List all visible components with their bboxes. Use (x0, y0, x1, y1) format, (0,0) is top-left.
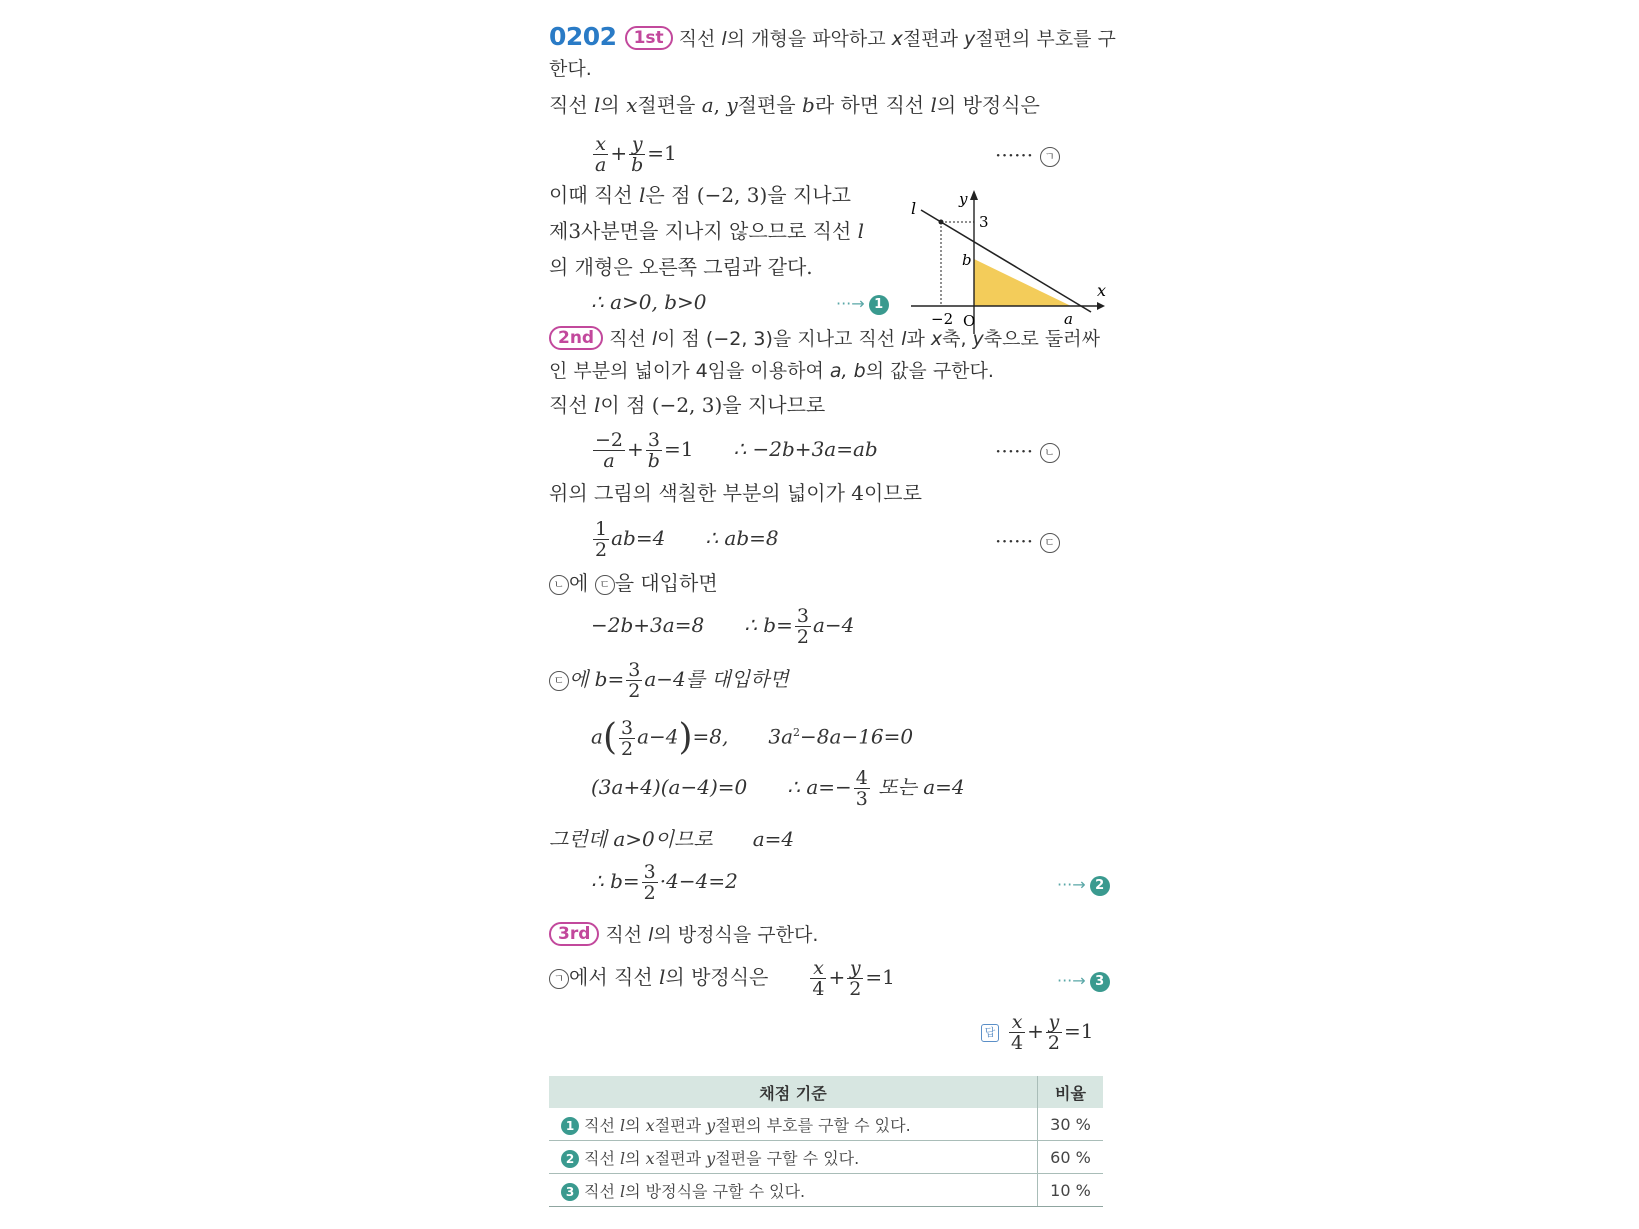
text: 라 하면 직선 (814, 93, 931, 117)
denominator: b (631, 154, 644, 176)
step-circle: 1 (869, 295, 889, 315)
step3-title-line (549, 922, 818, 948)
denominator: 2 (643, 882, 656, 904)
text: , (713, 93, 727, 117)
var-l: l (620, 1181, 626, 1201)
conclusion: ∴ ab=8 (705, 526, 779, 550)
final-equation-line: ㄱ 에서 직선 l의 방정식은 $\frac{x}{4}$ + $\frac{y}{2}$ =1 (549, 954, 895, 1000)
description-line: 의 개형은 오른쪽 그림과 같다. (549, 255, 813, 279)
text: 이 점 (−2, 3)을 지나므로 (600, 393, 826, 417)
step-marker-3 (1057, 966, 1110, 994)
equation-intercept-form: $\frac{x}{a}$ + $\frac{y}{b}$ =1 (595, 133, 677, 176)
var-l: l (651, 328, 658, 350)
circled-marker: ㄴ (1040, 443, 1060, 463)
var-l: l (857, 219, 865, 243)
text: 그런데 a>0이므로 (549, 827, 713, 851)
var-y: y (706, 1148, 716, 1168)
text: 이 점 (−2, 3)을 지나고 직선 (657, 328, 902, 350)
text: 직선 (549, 393, 594, 417)
text: a (591, 724, 603, 749)
equation-marker-1: ······ ㄱ (995, 142, 1060, 168)
text: a−4 (812, 613, 855, 637)
text: 절편을 (737, 93, 802, 117)
numerator: 4 (855, 767, 868, 789)
numerator: y (847, 958, 863, 979)
line-graph (911, 184, 1111, 336)
equation-factored (591, 764, 965, 810)
fraction (1046, 1012, 1062, 1053)
step1-title-line2: 한다. (549, 58, 592, 80)
text: 절편과 (654, 1148, 707, 1168)
text: 의 (625, 1148, 646, 1168)
var-x: x (930, 328, 943, 350)
fraction (810, 958, 826, 999)
fraction (619, 718, 635, 759)
ratio-cell: 60 % (1038, 1141, 1104, 1174)
shaded-triangle (974, 259, 1071, 306)
denominator: 4 (812, 978, 825, 1000)
step-marker-1 (836, 289, 889, 317)
scoring-table (549, 1076, 1103, 1207)
equation-b-value (591, 858, 738, 904)
circled-marker: ㄴ (549, 575, 569, 595)
var-l: l (620, 1115, 626, 1135)
step3-badge: 3rd (549, 922, 599, 946)
var-x: x (645, 1115, 655, 1135)
circled-marker: ㄷ (1040, 533, 1060, 553)
criteria-cell (549, 1174, 1038, 1207)
step1-title-text: 절편의 부호를 구 (975, 28, 1116, 50)
denominator: 2 (620, 737, 634, 760)
text: 의 방정식은 (665, 965, 769, 989)
text: =8, (692, 724, 729, 749)
text: 의 방정식을 구한다. (653, 924, 819, 946)
text: −2b+3a=8 (591, 613, 705, 637)
fraction (593, 519, 609, 560)
conclusion: ∴ −2b+3a=ab (733, 437, 878, 461)
x-axis-arrow-icon (1097, 302, 1105, 310)
denominator: b (647, 450, 660, 472)
equation-passes-point: $\frac{-2}{a}$ + $\frac{3}{b}$ =1 ∴ −2b+3a=ab (595, 429, 878, 472)
step1-title-text: 절편과 (902, 28, 965, 50)
label-3: 3 (979, 213, 989, 231)
numerator: −2 (595, 429, 624, 451)
numerator: 3 (620, 716, 634, 739)
text: 에서 직선 (569, 965, 659, 989)
denominator: 2 (849, 978, 862, 1000)
denominator: a (603, 450, 615, 472)
equation-area (591, 515, 779, 561)
equation-marker-3: ······ ㄷ (995, 528, 1060, 554)
var-l: l (648, 924, 654, 946)
text: 이때 직선 (549, 183, 639, 207)
rhs: =1 (865, 965, 895, 989)
numerator: x (1009, 1012, 1025, 1033)
text: 의 (600, 93, 627, 117)
text: ∴ b= (744, 613, 793, 637)
passes-through-text (549, 392, 825, 418)
text: 에 (569, 571, 595, 595)
var-l: l (901, 328, 907, 350)
text: ∴ a=− (787, 775, 852, 799)
table-row (549, 1108, 1103, 1141)
substitution-text (549, 570, 718, 596)
numerator: y (1046, 1012, 1062, 1033)
step-circle: 2 (561, 1150, 579, 1168)
var-b: b (802, 93, 815, 117)
step1-title-line (549, 24, 1116, 52)
text: 절편과 (654, 1115, 707, 1135)
label-neg2: −2 (931, 310, 954, 328)
fraction (593, 430, 625, 471)
ratio-cell: 30 % (1038, 1108, 1104, 1141)
text: 인 부분의 넓이가 4임을 이용하여 (549, 360, 830, 382)
var-x: x (645, 1148, 655, 1168)
denominator: 2 (628, 680, 641, 702)
text: a=4 (752, 827, 795, 851)
text: 의 방정식은 (936, 93, 1040, 117)
step1-badge: 1st (625, 26, 673, 50)
step-circle: 3 (561, 1183, 579, 1201)
numerator: x (593, 134, 608, 155)
label-l: l (911, 199, 917, 218)
problem-number: 0202 (549, 22, 617, 51)
text: −8a−16=0 (800, 724, 914, 749)
var-l: l (930, 93, 937, 117)
area-text: 위의 그림의 색칠한 부분의 넓이가 4이므로 (549, 481, 922, 505)
text: a−4 (637, 724, 679, 749)
fraction (593, 134, 608, 175)
step2-title-line2 (549, 358, 994, 384)
answer-icon: 답 (981, 1024, 999, 1042)
label-b: b (962, 251, 972, 269)
var-l: l (659, 965, 666, 989)
text: 에 b= (569, 667, 625, 691)
text: 절편을 구할 수 있다. (715, 1148, 860, 1168)
text: 3a (768, 724, 794, 749)
text: 을 대입하면 (614, 571, 718, 595)
var-y: y (726, 93, 738, 117)
text: (3a+4)(a−4)=0 (591, 775, 748, 799)
rhs: =1 (663, 437, 694, 461)
var-l: l (639, 183, 646, 207)
y-axis-arrow-icon (970, 190, 978, 200)
circled-marker: ㄷ (595, 575, 615, 595)
step2-badge: 2nd (549, 326, 603, 350)
intercept-definition (549, 92, 1040, 118)
text: 의 방정식을 구할 수 있다. (625, 1181, 806, 1201)
label-a: a (1064, 310, 1073, 328)
text: 직선 (584, 1148, 620, 1168)
fraction (629, 134, 645, 175)
var-x: x (626, 93, 638, 117)
text: 직선 (549, 93, 594, 117)
text: 직선 (584, 1115, 620, 1135)
conclusion-signs: ∴ a>0, b>0 (591, 290, 707, 314)
label-x: x (1097, 281, 1107, 300)
var-ab: a, b (829, 360, 866, 382)
var-y: y (964, 28, 976, 50)
denominator: 4 (1011, 1032, 1024, 1054)
var-l: l (721, 28, 727, 50)
text: 또는 a=4 (871, 775, 965, 799)
var-l: l (594, 393, 601, 417)
step1-title-text: 직선 (678, 28, 722, 50)
equation-b-in-a (591, 602, 854, 648)
denominator: 3 (855, 788, 868, 810)
numerator: 3 (646, 430, 662, 451)
fraction (795, 606, 811, 647)
circled-marker: ㄱ (549, 969, 569, 989)
text: a−4를 대입하면 (644, 667, 789, 691)
var-a: a (701, 93, 714, 117)
circled-marker: ㄷ (549, 671, 569, 691)
criteria-cell (549, 1141, 1038, 1174)
var-y: y (972, 328, 984, 350)
table-header-row (549, 1076, 1103, 1108)
denominator: 2 (796, 626, 809, 648)
numerator: x (810, 958, 826, 979)
denominator: a (595, 154, 607, 176)
step-circle: 2 (1090, 876, 1110, 896)
text: 축으로 둘러싸 (983, 328, 1100, 350)
fraction (847, 958, 863, 999)
label-y: y (959, 190, 968, 208)
header-criteria: 채점 기준 (549, 1076, 1038, 1108)
text: 절편의 부호를 구할 수 있다. (715, 1115, 911, 1135)
text: 제3사분면을 지나지 않으므로 직선 (549, 219, 858, 243)
fraction (854, 768, 870, 809)
text: 은 점 (−2, 3)을 지나고 (645, 183, 851, 207)
text: 의 값을 구한다. (865, 360, 994, 382)
var-l: l (620, 1148, 626, 1168)
text: 축, (942, 328, 973, 350)
numerator: 1 (595, 518, 608, 540)
var-x: x (891, 28, 903, 50)
text: 의 (625, 1115, 646, 1135)
denominator: 2 (595, 539, 608, 561)
substitution-text-2 (549, 656, 789, 702)
text: 과 (906, 328, 931, 350)
denominator: 2 (1047, 1032, 1060, 1054)
fraction (642, 862, 658, 903)
step1-title-text: 의 개형을 파악하고 (726, 28, 892, 50)
step-circle: 1 (561, 1117, 579, 1135)
table-row (549, 1141, 1103, 1174)
arrow-icon: ···→ (836, 294, 865, 313)
description-line (549, 182, 851, 208)
fraction (646, 430, 662, 471)
var-l: l (594, 93, 601, 117)
text: 직선 (609, 328, 652, 350)
rhs: =1 (1063, 1019, 1094, 1043)
text: 절편을 (637, 93, 702, 117)
circled-marker: ㄱ (1040, 147, 1060, 167)
table-row (549, 1174, 1103, 1207)
step2-title-line (549, 326, 1100, 352)
text: ·4−4=2 (659, 869, 738, 893)
fraction (1009, 1012, 1025, 1053)
answer-line: 답 $\frac{x}{4}$ + $\frac{y}{2}$ =1 (981, 1008, 1093, 1054)
text: ab=4 (611, 526, 666, 550)
text: 직선 (605, 924, 649, 946)
step-circle: 3 (1090, 972, 1110, 992)
text: ∴ b= (591, 869, 640, 893)
arrow-icon: ···→ (1057, 971, 1086, 990)
numerator: 3 (796, 605, 809, 627)
numerator: 3 (628, 659, 641, 681)
description-line (549, 218, 864, 244)
header-ratio: 비율 (1038, 1076, 1104, 1108)
numerator: 3 (643, 861, 656, 883)
ratio-cell: 10 % (1038, 1174, 1104, 1207)
text: 직선 (584, 1181, 620, 1201)
step-marker-2 (1057, 870, 1110, 898)
a-positive-line (549, 826, 794, 852)
numerator: y (629, 134, 645, 155)
rhs: =1 (647, 141, 677, 165)
superscript: 2 (793, 726, 801, 739)
equation-quadratic: a( $\frac{3}{2}$ a−4)=8, $3a^2-8a-16=0$ (591, 716, 914, 760)
var-y: y (706, 1115, 716, 1135)
fraction (626, 660, 642, 701)
arrow-icon: ···→ (1057, 875, 1086, 894)
equation-marker-2: ······ ㄴ (995, 438, 1060, 464)
label-origin: O (963, 312, 976, 330)
criteria-cell (549, 1108, 1038, 1141)
